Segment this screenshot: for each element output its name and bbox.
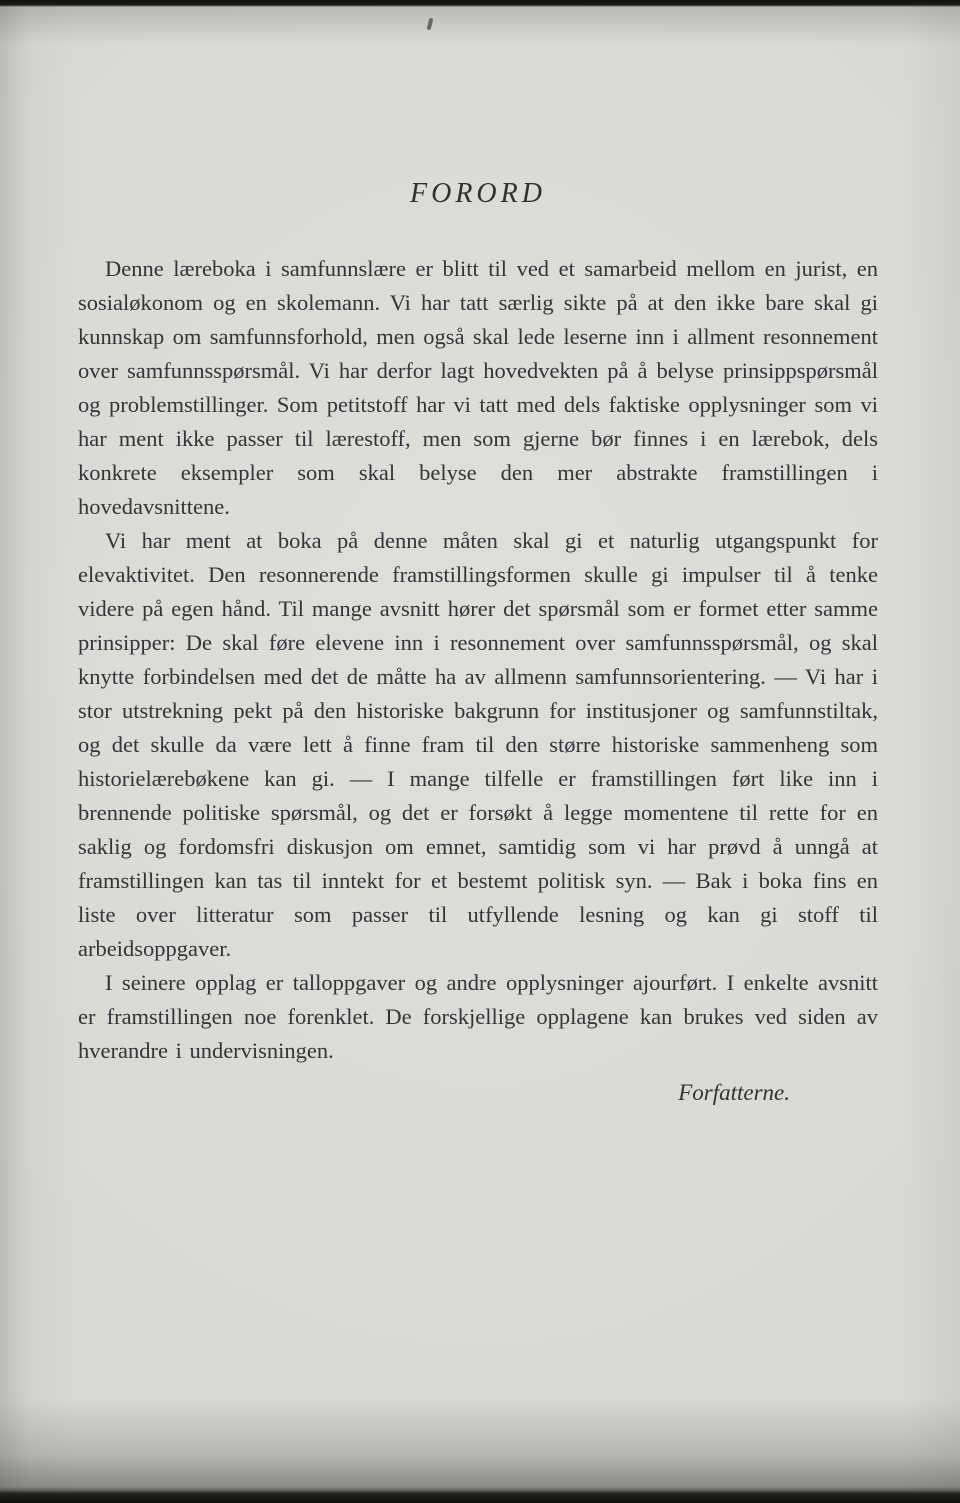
preface-paragraph-1: Denne læreboka i samfunnslære er blitt til ved et samarbeid mellom en jurist, en sosialøkonom og en skolemann. Vi har tatt særlig sikte på at den ikke bare skal gi kunnskap om samfunnsforhold, men også skal lede leserne inn i allment resonnement over samfunnsspørsmål. Vi har derfor lagt hovedvekten på å belyse prinsippspørsmål og problemstillinger. Som petitstoff har vi tatt med dels faktiske opplysninger som vi har ment ikke passer til lærestoff, men som gjerne bør finnes i en lærebok, dels konkrete eksempler som skal belyse den mer abstrakte framstillingen i hovedavsnittene. [78, 256, 878, 519]
preface-body [78, 252, 878, 1068]
preface-text-block [78, 178, 878, 1110]
signature: Forfatterne. [678, 1080, 790, 1105]
scan-edge-bottom [0, 1487, 960, 1503]
preface-paragraph-3: I seinere opplag er talloppgaver og andre opplysninger ajourført. I enkelte avsnitt er framstillingen noe forenklet. De forskjellige opplagene kan brukes ved siden av hverandre i undervisningen. [78, 970, 878, 1063]
preface-paragraph-2: Vi har ment at boka på denne måten skal gi et naturlig utgangspunkt for elevaktivitet. Den resonnerende framstillingsformen skulle gi impulser til å tenke videre på egen hånd. Til mange avsnitt hører det spørsmål som er formet etter samme prinsipper: De skal føre elevene inn i resonnement over samfunnsspørsmål, og skal knytte forbindelsen med det de måtte ha av allmenn samfunnsorientering. — Vi har i stor utstrekning pekt på den historiske bakgrunn for institusjoner og samfunnstiltak, og det skulle da være lett å finne fram til den større historiske sammenheng som historielærebøkene kan gi. — I mange tilfelle er framstillingen ført like inn i brennende politiske spørsmål, og det er forsøkt å legge momentene til rette for en saklig og fordomsfri diskusjon om emnet, samtidig som vi har prøvd å unngå at framstillingen kan tas til inntekt for et bestemt politisk syn. — Bak i boka fins en liste over litteratur som passer til utfyllende lesning og kan gi stoff til arbeidsoppgaver. [78, 528, 878, 961]
scan-shadow-bottom [0, 1455, 960, 1489]
scan-artifact-mark [427, 18, 434, 31]
page-title: FORORD [410, 178, 546, 209]
scan-edge-top [0, 0, 960, 7]
